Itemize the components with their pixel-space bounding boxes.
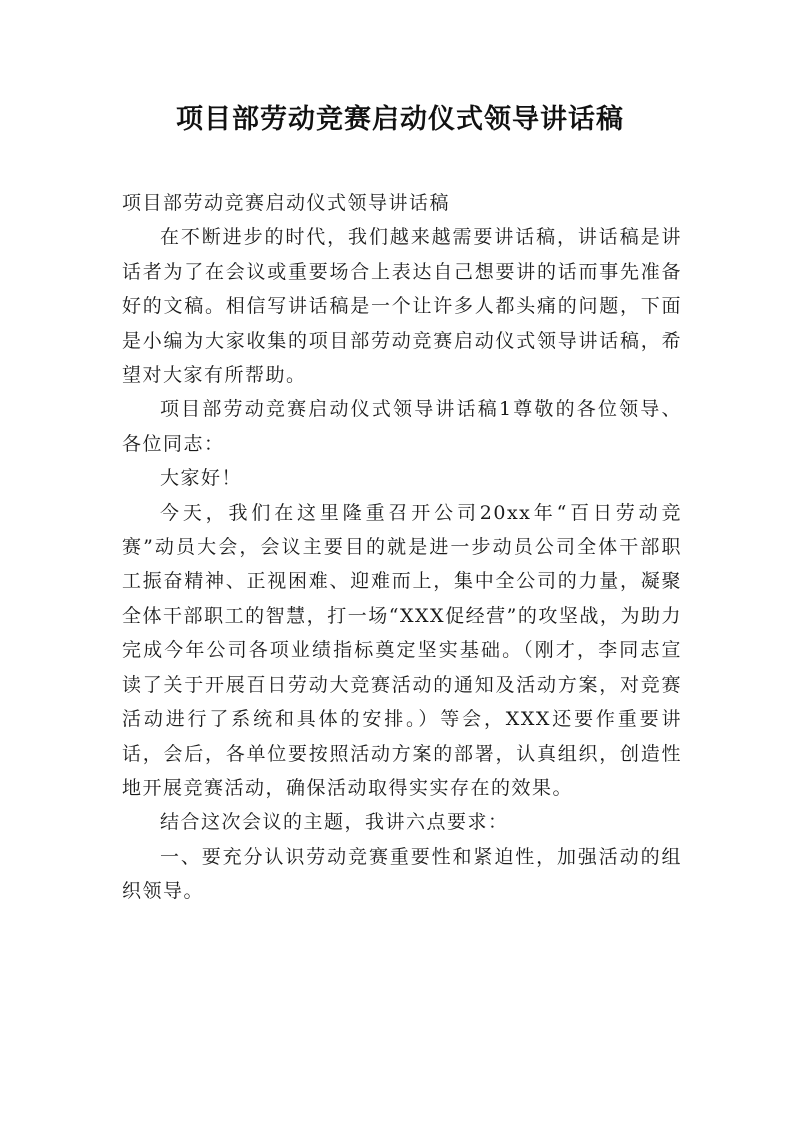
paragraph-salutation: 项目部劳动竞赛启动仪式领导讲话稿1尊敬的各位领导、各位同志：	[122, 398, 682, 455]
paragraph-requirement-one: 一、要充分认识劳动竞赛重要性和紧迫性，加强活动的组织领导。	[122, 845, 682, 903]
paragraph-greeting: 大家好！	[160, 467, 243, 490]
paragraph-intro: 在不断进步的时代，我们越来越需要讲话稿，讲话稿是讲话者为了在会议或重要场合上表达自己想要讲的话而事先准备好的文稿。相信写讲话稿是一个让许多人都头痛的问题，下面是小编为大家收集的项目部劳动竞赛启动仪式领导讲话稿，希望对大家有所帮助。	[122, 226, 682, 387]
document-body	[122, 186, 682, 909]
paragraph-subtitle: 项目部劳动竞赛启动仪式领导讲话稿	[122, 192, 451, 214]
paragraph-requirements-intro: 结合这次会议的主题，我讲六点要求：	[160, 811, 509, 834]
document-title: 项目部劳动竞赛启动仪式领导讲话稿	[176, 104, 624, 135]
paragraph-main: 今天，我们在这里隆重召开公司20xx年“百日劳动竞赛”动员大会，会议主要目的就是进一步动员公司全体干部职工振奋精神、正视困难、迎难而上，集中全公司的力量，凝聚全体干部职工的智慧，打一场“XXX促经营”的攻坚战，为助力完成今年公司各项业绩指标奠定坚实基础。（刚才，李同志宣读了关于开展百日劳动大竞赛活动的通知及活动方案，对竞赛活动进行了系统和具体的安排。）等会，XXX还要作重要讲话，会后，各单位要按照活动方案的部署，认真组织，创造性地开展竞赛活动，确保活动取得实实存在的效果。	[122, 501, 682, 799]
